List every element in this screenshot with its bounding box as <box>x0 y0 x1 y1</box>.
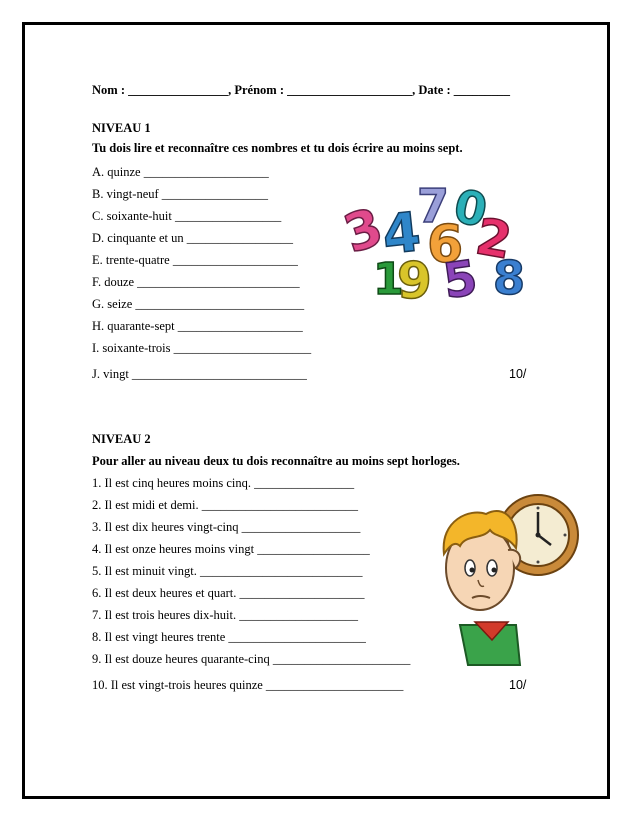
digit-8: 8 <box>493 251 526 305</box>
level1-item-e: E. trente-quatre ____________________ <box>92 253 298 267</box>
level1-item-i: I. soixante-trois ______________________ <box>92 341 312 355</box>
level2-item-2: 2. Il est midi et demi. _________________________ <box>92 498 358 512</box>
level2-item-4: 4. Il est onze heures moins vingt __________________ <box>92 542 370 556</box>
level2-item-6: 6. Il est deux heures et quart. ____________________ <box>92 586 365 600</box>
colorful-numbers-illustration <box>337 176 535 311</box>
level2-instruction: Pour aller au niveau deux tu dois reconnaître au moins sept horloges. <box>92 454 460 468</box>
digit-3: 3 <box>337 197 391 266</box>
level2-item-9: 9. Il est douze heures quarante-cinq ______________________ <box>92 652 411 666</box>
level2-item-8: 8. Il est vingt heures trente ______________________ <box>92 630 366 644</box>
level1-title: NIVEAU 1 <box>92 121 151 135</box>
level1-item-j: J. vingt ____________________________ <box>92 367 307 381</box>
level2-score: 10/ <box>509 678 527 692</box>
header-fields: Nom : ________________, Prénom : ____________________, Date : _________ <box>92 83 511 97</box>
level1-item-g: G. seize ___________________________ <box>92 297 305 311</box>
level2-item-7: 7. Il est trois heures dix-huit. ___________________ <box>92 608 358 622</box>
digit-4: 4 <box>379 200 424 267</box>
digit-9: 9 <box>397 252 432 310</box>
boy-figure <box>444 511 521 665</box>
level1-item-h: H. quarante-sept ____________________ <box>92 319 303 333</box>
boy-with-clock-illustration <box>420 490 580 665</box>
level2-item-5: 5. Il est minuit vingt. __________________________ <box>92 564 363 578</box>
digit-0: 0 <box>449 178 492 238</box>
digit-7: 7 <box>417 179 450 233</box>
level1-instruction: Tu dois lire et reconnaître ces nombres et tu dois écrire au moins sept. <box>92 141 463 155</box>
level1-item-a: A. quinze ____________________ <box>92 165 269 179</box>
level1-item-c: C. soixante-huit _________________ <box>92 209 282 223</box>
level2-item-3: 3. Il est dix heures vingt-cinq ___________________ <box>92 520 361 534</box>
level2-title: NIVEAU 2 <box>92 432 151 446</box>
level1-item-f: F. douze __________________________ <box>92 275 300 289</box>
level1-item-b: B. vingt-neuf _________________ <box>92 187 269 201</box>
level1-score: 10/ <box>509 367 527 381</box>
level2-item-10: 10. Il est vingt-trois heures quinze ______________________ <box>92 678 404 692</box>
level1-item-d: D. cinquante et un _________________ <box>92 231 294 245</box>
level2-item-1: 1. Il est cinq heures moins cinq. ________________ <box>92 476 355 490</box>
digit-1: 1 <box>373 254 404 305</box>
digit-6: 6 <box>427 215 464 275</box>
digit-5: 5 <box>439 249 481 311</box>
digit-2: 2 <box>471 207 517 271</box>
